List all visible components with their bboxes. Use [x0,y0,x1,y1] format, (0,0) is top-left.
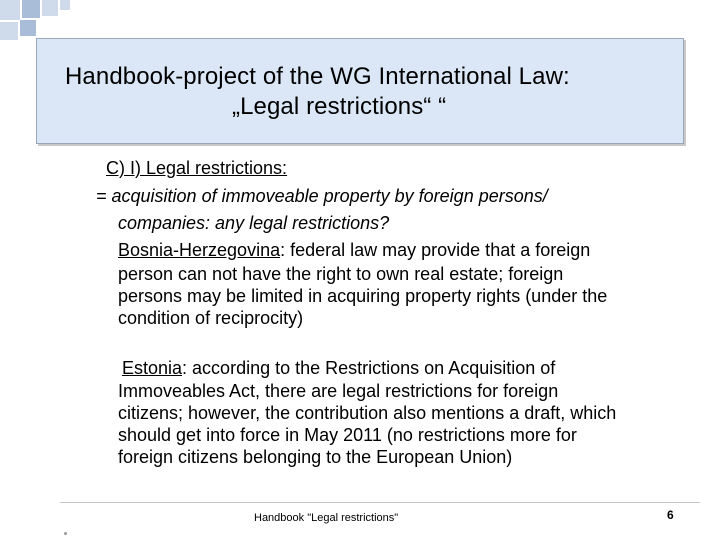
bosnia-line-2: person can not have the right to own real estate; foreign [118,264,564,284]
decor-square [20,20,36,36]
decor-square [60,0,70,10]
section-heading [106,158,287,179]
decor-square [22,0,40,18]
estonia-line-5: foreign citizens belonging to the European Union) [118,447,513,467]
question-line-2: companies: any legal restrictions? [118,213,390,233]
title-box [36,38,684,144]
bosnia-line-4: condition of reciprocity) [118,308,304,328]
title-line-2: „Legal restrictions“ “ [232,93,447,120]
estonia-country: Estonia [122,358,183,378]
decor-dot [64,532,67,535]
bosnia-country: Bosnia-Herzegovina [118,240,281,260]
footer-text: Handbook "Legal restrictions" [254,512,399,524]
footer-divider [60,502,700,503]
decor-square [42,0,58,16]
section-heading-text: C) I) Legal restrictions: [106,158,288,178]
estonia-line-4: should get into force in May 2011 (no restrictions more for [118,425,577,445]
question-line-1: = acquisition of immoveable property by foreign persons/ [96,186,548,206]
decor-square [0,22,18,40]
estonia-line-2: Immoveables Act, there are legal restrictions for foreign [118,381,559,401]
decor-square [0,0,20,20]
page-number: 6 [667,508,674,522]
estonia-line-1 [122,358,555,379]
estonia-line-3: citizens; however, the contribution also mentions a draft, which [118,403,617,423]
estonia-text-1: : according to the Restrictions on Acquisition of [182,358,556,378]
bosnia-line-3: persons may be limited in acquiring property rights (under the [118,286,608,306]
bosnia-text-1: : federal law may provide that a foreign [280,240,591,260]
title-line-1: Handbook-project of the WG International Law: [65,63,570,90]
bosnia-line-1 [118,240,590,261]
